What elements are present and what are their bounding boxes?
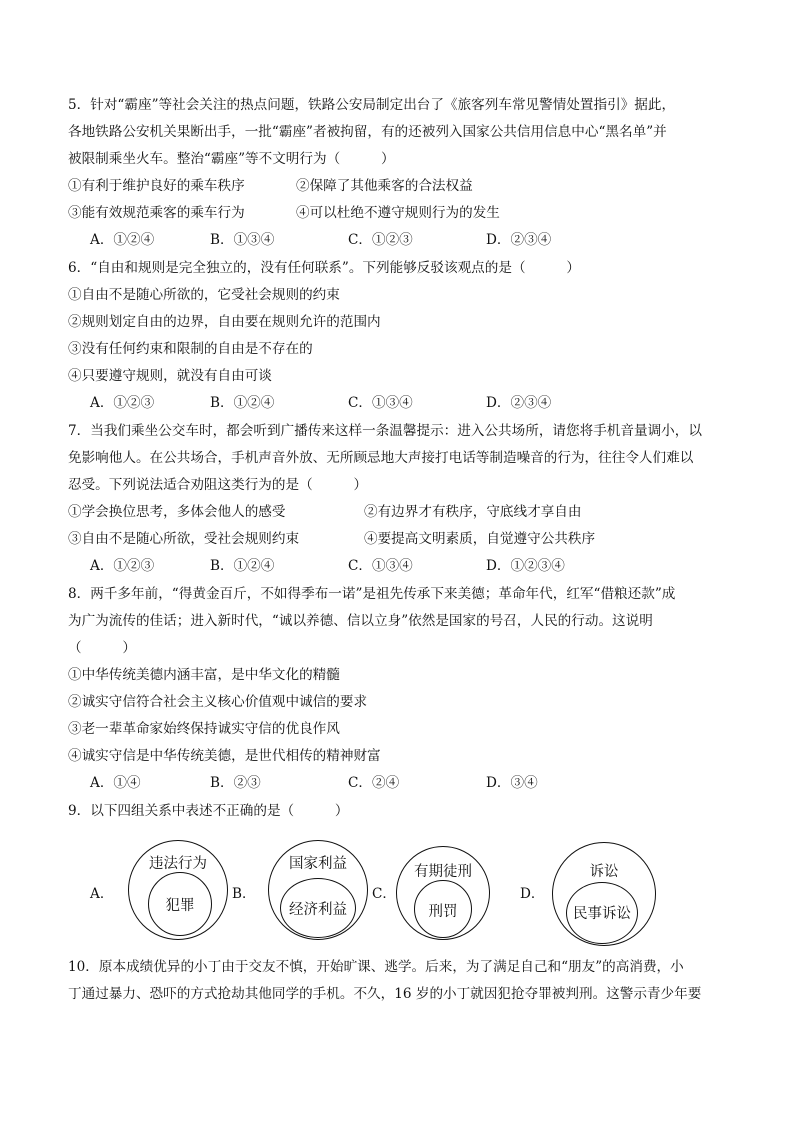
option-d[interactable]: D．③④	[486, 775, 538, 791]
option-a[interactable]: A．①④	[90, 775, 141, 791]
statement-1: ①中华传统美德内涵丰富，是中华文化的精髓	[68, 667, 340, 683]
option-c[interactable]: C．①③④	[348, 395, 413, 411]
option-c[interactable]: C．②④	[348, 775, 400, 791]
option-a[interactable]: A．①②③	[90, 558, 155, 574]
option-c[interactable]: C．	[372, 886, 396, 902]
outer-label: 诉讼	[589, 864, 619, 880]
statement-4: ④诚实守信是中华传统美德，是世代相传的精神财富	[68, 748, 381, 764]
statement-1: ①自由不是随心所欲的，它受社会规则的约束	[68, 287, 340, 303]
option-d[interactable]: D．②③④	[486, 395, 552, 411]
statement-1: ①有利于维护良好的乘车秩序	[68, 178, 245, 194]
question-text: 8．两千多年前，“得黄金百斤，不如得季布一诺”是祖先传承下来美德；革命年代，红军“借粮还款”成	[68, 586, 676, 602]
question-text: 忍受。下列说法适合劝阻这类行为的是（ ）	[68, 477, 368, 493]
option-b[interactable]: B．②③	[210, 775, 261, 791]
statement-2: ②保障了其他乘客的合法权益	[296, 178, 473, 194]
question-text: 丁通过暴力、恐吓的方式抢劫其他同学的手机。不久，16 岁的小丁就因犯抢夺罪被判刑。这警示青少年要	[68, 986, 702, 1002]
question-text: （ ）	[68, 640, 136, 656]
option-b[interactable]: B．①②④	[210, 395, 275, 411]
outer-label: 国家利益	[289, 856, 347, 872]
question-6	[68, 255, 730, 417]
option-b[interactable]: B．	[232, 886, 256, 902]
outer-label: 违法行为	[149, 856, 207, 872]
question-7	[68, 418, 730, 580]
inner-label: 经济利益	[289, 902, 347, 918]
question-text: 被限制乘坐火车。整治“霸座”等不文明行为（ ）	[68, 151, 395, 167]
statement-3: ③没有任何约束和限制的自由是不存在的	[68, 341, 313, 357]
question-text: 7．当我们乘坐公交车时，都会听到广播传来这样一条温馨提示：进入公共场所，请您将手机音量调小，以	[68, 423, 702, 439]
statement-3: ③能有效规范乘客的乘车行为	[68, 205, 245, 221]
option-d[interactable]: D．②③④	[486, 232, 552, 248]
statement-3: ③自由不是随心所欲，受社会规则约束	[68, 531, 300, 547]
question-text: 各地铁路公安机关果断出手，一批“霸座”者被拘留，有的还被列入国家公共信用信息中心“黑名单”并	[68, 124, 667, 140]
option-a[interactable]: A．①②③	[90, 395, 155, 411]
statement-row	[68, 526, 730, 553]
inner-label: 民事诉讼	[573, 906, 631, 922]
option-a[interactable]: A．	[90, 886, 114, 902]
outer-label: 有期徒刑	[414, 864, 472, 880]
question-text: 9．以下四组关系中表述不正确的是（ ）	[68, 803, 349, 819]
question-9	[68, 798, 730, 825]
option-b[interactable]: B．①②④	[210, 558, 275, 574]
statement-4: ④要提高文明素质，自觉遵守公共秩序	[364, 531, 596, 547]
question-text: 5．针对“霸座”等社会关注的热点问题，铁路公安局制定出台了《旅客列车常见警情处置指引》据此，	[68, 97, 676, 113]
options-row	[68, 553, 730, 580]
option-c[interactable]: C．①③④	[348, 558, 413, 574]
statement-2: ②有边界才有秩序，守底线才享自由	[364, 504, 582, 520]
options-row	[68, 390, 730, 417]
question-8	[68, 581, 730, 797]
option-d[interactable]: D．①②③④	[486, 558, 565, 574]
question-5	[68, 92, 730, 254]
question-text: 10．原本成绩优异的小丁由于交友不慎，开始旷课、逃学。后来，为了满足自己和“朋友”的高消费，小	[68, 959, 684, 975]
statement-row	[68, 173, 730, 200]
options-row	[68, 770, 730, 797]
question-text: 免影响他人。在公共场合，手机声音外放、无所顾忌地大声接打电话等制造噪音的行为，往往令人们难以	[68, 450, 694, 466]
option-a[interactable]: A．①②④	[90, 232, 155, 248]
statement-2: ②诚实守信符合社会主义核心价值观中诚信的要求	[68, 694, 368, 710]
inner-label: 刑罚	[428, 904, 458, 920]
statement-1: ①学会换位思考，多体会他人的感受	[68, 504, 286, 520]
question-text: 6．“自由和规则是完全独立的，没有任何联系”。下列能够反驳该观点的是（ ）	[68, 260, 580, 276]
question-10	[68, 954, 730, 1008]
statement-4: ④只要遵守规则，就没有自由可谈	[68, 368, 272, 384]
inner-label: 犯罪	[165, 898, 195, 914]
option-b[interactable]: B．①③④	[210, 232, 275, 248]
option-c[interactable]: C．①②③	[348, 232, 413, 248]
statement-row	[68, 499, 730, 526]
question-text: 为广为流传的佳话；进入新时代，“诚以养德、信以立身”依然是国家的号召，人民的行动。这说明	[68, 613, 653, 629]
statement-3: ③老一辈革命家始终保持诚实守信的优良作风	[68, 721, 340, 737]
statement-4: ④可以杜绝不遵守规则行为的发生	[296, 205, 500, 221]
statement-2: ②规则划定自由的边界，自由要在规则允许的范围内	[68, 314, 381, 330]
venn-diagrams	[68, 836, 730, 948]
statement-row	[68, 200, 730, 227]
options-row	[68, 227, 730, 254]
option-d[interactable]: D．	[520, 886, 545, 902]
